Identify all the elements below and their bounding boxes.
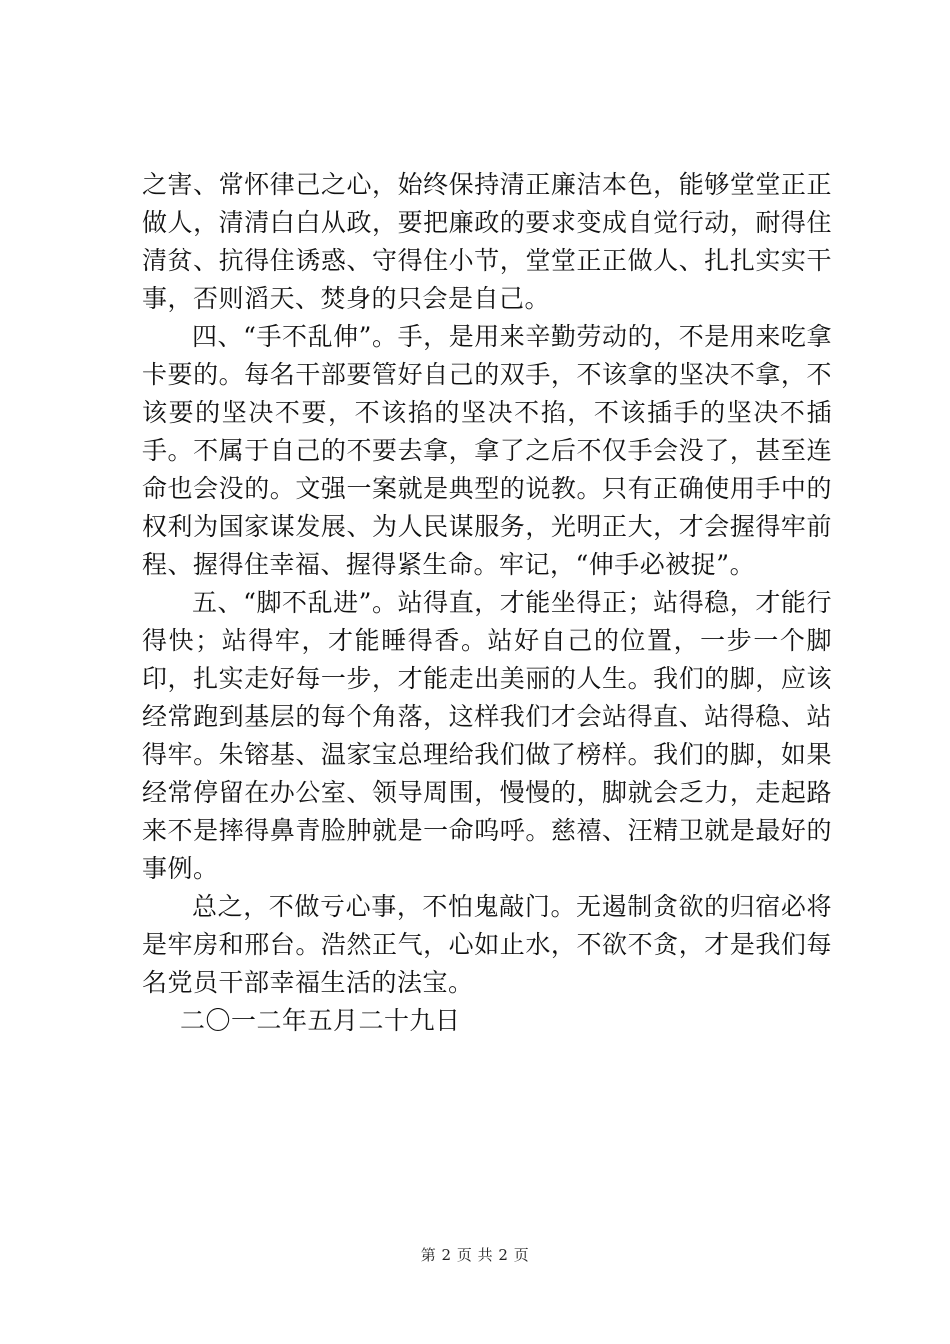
page-number-footer: 第 2 页 共 2 页 bbox=[420, 1246, 530, 1264]
paragraph-continuation: 之害、常怀律己之心，始终保持清正廉洁本色，能够堂堂正正做人，清清白白从政，要把廉政的要求变成自觉行动，耐得住清贫、抗得住诱惑、守得住小节，堂堂正正做人、扎扎实实干事，否则滔天、焚身的只会是自己。 bbox=[142, 170, 832, 313]
document-body bbox=[142, 166, 832, 1040]
signature-date: 二〇一二年五月二十九日 bbox=[180, 1006, 461, 1035]
paragraph-section-five: 五、“脚不乱进”。站得直，才能坐得正；站得稳，才能行得快；站得牢，才能睡得香。站好自己的位置，一步一个脚印，扎实走好每一步，才能走出美丽的人生。我们的脚，应该经常跑到基层的每个角落，这样我们才会站得直、站得稳、站得牢。朱镕基、温家宝总理给我们做了榜样。我们的脚，如果经常停留在办公室、领导周围，慢慢的，脚就会乏力，走起路来不是摔得鼻青脸肿就是一命呜呼。慈禧、汪精卫就是最好的事例。 bbox=[142, 588, 832, 883]
paragraph-section-four: 四、“手不乱伸”。手，是用来辛勤劳动的，不是用来吃拿卡要的。每名干部要管好自己的双手，不该拿的坚决不拿，不该要的坚决不要，不该掐的坚决不掐，不该插手的坚决不插手。不属于自己的不要去拿，拿了之后不仅手会没了，甚至连命也会没的。文强一案就是典型的说教。只有正确使用手中的权利为国家谋发展、为人民谋服务，光明正大，才会握得牢前程、握得住幸福、握得紧生命。牢记，“伸手必被捉”。 bbox=[142, 322, 832, 579]
paragraph-conclusion: 总之，不做亏心事，不怕鬼敲门。无遏制贪欲的归宿必将是牢房和邢台。浩然正气，心如止水，不欲不贪，才是我们每名党员干部幸福生活的法宝。 bbox=[142, 892, 832, 997]
